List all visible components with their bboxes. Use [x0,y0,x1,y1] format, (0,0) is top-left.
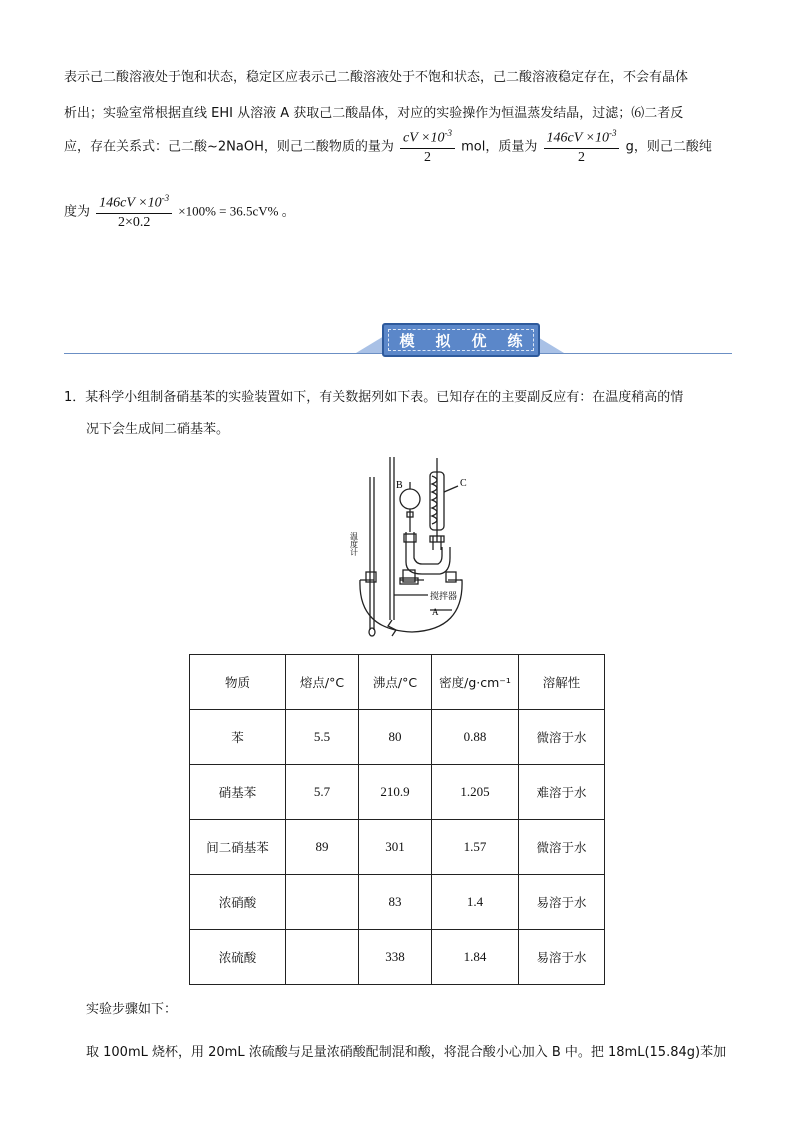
steps-heading: 实验步骤如下： [86,1002,178,1017]
cell-density: 0.88 [432,710,519,765]
para1-line4-text-b: ×100% = 36.5cV% 。 [178,203,295,219]
cell-solubility: 易溶于水 [519,930,605,985]
table-row [190,765,605,820]
para1-line3-text-b: mol，质量为 [461,139,538,155]
label-stirrer: 搅拌器 [430,592,458,602]
fraction-purity: $\frac{146cV \times 10^{-3}}{2\times 0.2}$ [96,193,172,231]
cell-melting: 5.5 [286,710,359,765]
cell-substance: 硝基苯 [190,765,286,820]
question-text-1: 某科学小组制备硝基苯的实验装置如下，有关数据列如下表。已知存在的主要副反应有：在温度稍高的情 [85,390,684,405]
cell-boiling: 301 [359,820,432,875]
fraction-moles: $\frac{cV \times 10^{-3}}{2}$ [400,128,455,166]
banner-char-1: 模 [399,331,415,350]
fraction-mass: $\frac{146cV \times 10^{-3}}{2}$ [544,128,620,166]
banner-char-3: 优 [471,331,487,350]
cell-solubility: 难溶于水 [519,765,605,820]
question-line2: 况下会生成间二硝基苯。 [86,422,230,437]
cell-boiling: 338 [359,930,432,985]
cell-solubility: 微溶于水 [519,710,605,765]
cell-density: 1.205 [432,765,519,820]
header-melting-point: 熔点/°C [286,655,359,710]
flask-body [360,580,462,632]
header-boiling-point: 沸点/°C [359,655,432,710]
table-row [190,710,605,765]
label-B: B [396,480,403,491]
cell-solubility: 微溶于水 [519,820,605,875]
banner-wing-right [536,336,564,353]
cell-melting [286,875,359,930]
cell-boiling: 210.9 [359,765,432,820]
banner-plate [382,323,540,357]
funnel-B [400,489,420,509]
cell-solubility: 易溶于水 [519,875,605,930]
cell-density: 1.84 [432,930,519,985]
apparatus-figure [330,452,506,638]
para1-line3-text-c: g，则己二酸纯 [625,139,712,155]
para1-line4-text-a: 度为 [64,204,91,220]
cell-substance: 苯 [190,710,286,765]
cell-density: 1.4 [432,875,519,930]
para1-line1: 表示己二酸溶液处于饱和状态，稳定区应表示己二酸溶液处于不饱和状态，己二酸溶液稳定存在，不会有晶体 [64,70,689,85]
cell-boiling: 80 [359,710,432,765]
para1-line3 [64,128,712,166]
cell-density: 1.57 [432,820,519,875]
header-substance: 物质 [190,655,286,710]
table-row [190,820,605,875]
label-C: C [460,478,467,489]
cell-melting [286,930,359,985]
banner-char-2: 拟 [435,331,451,350]
table-row [190,875,605,930]
steps-line1: 取 100mL 烧杯，用 20mL 浓硫酸与足量浓硝酸配制混和酸，将混合酸小心加入 B 中。把 18mL(15.84g)苯加 [86,1045,727,1060]
cell-substance: 间二硝基苯 [190,820,286,875]
label-A: A [432,607,439,617]
banner-wing-left [356,336,384,353]
table-row [190,930,605,985]
para1-line3-text-a: 应，存在关系式：己二酸~2NaOH，则己二酸物质的量为 [64,139,394,155]
cell-melting: 89 [286,820,359,875]
section-banner [64,320,732,356]
cell-substance: 浓硫酸 [190,930,286,985]
banner-char-4: 练 [507,331,523,350]
cell-boiling: 83 [359,875,432,930]
question-line1 [64,386,683,405]
cell-melting: 5.7 [286,765,359,820]
header-solubility: 溶解性 [519,655,605,710]
question-number: 1． [64,390,86,405]
header-density: 密度/g·cm⁻¹ [432,655,519,710]
label-thermometer: 温度计 [349,532,359,556]
cell-substance: 浓硝酸 [190,875,286,930]
table-header-row [190,655,605,710]
properties-table [189,654,605,985]
para1-line2: 析出；实验室常根据直线 EHI 从溶液 A 获取己二酸晶体，对应的实验操作为恒温蒸发结晶，过滤；⑹二者反 [64,106,684,121]
para1-line4 [64,193,295,231]
